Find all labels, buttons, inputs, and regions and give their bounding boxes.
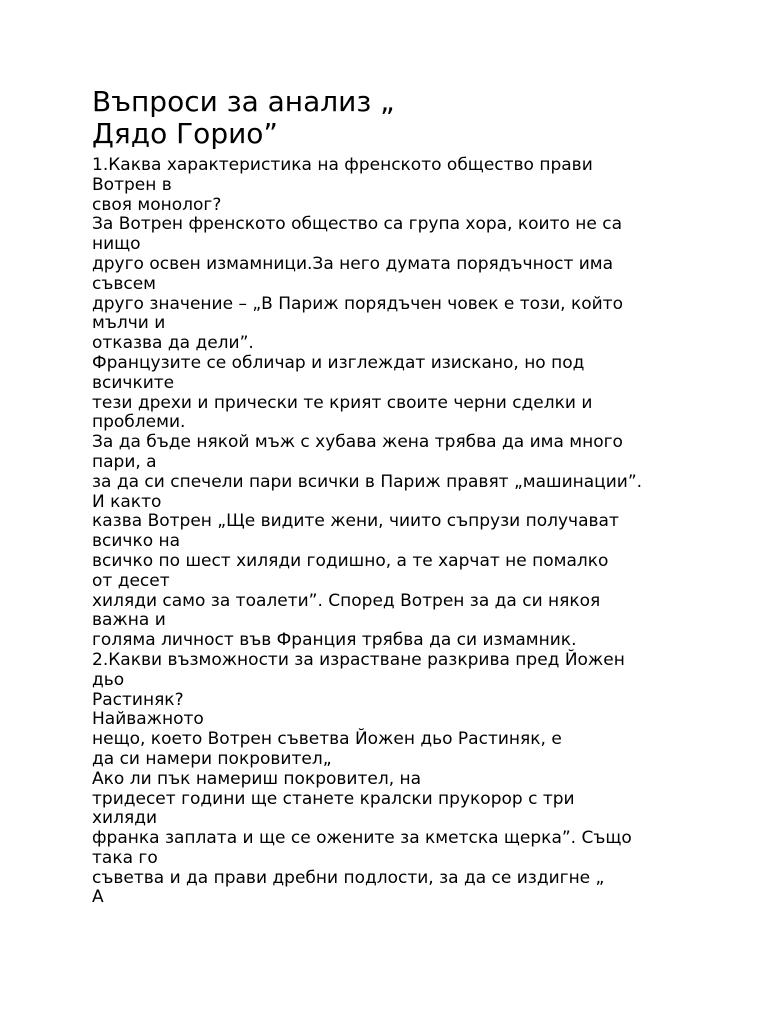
- document-body: [92, 156, 692, 908]
- text-line: франка заплата и ще се ожените за кметска щерка”. Също: [92, 828, 632, 849]
- text-line: важна и: [92, 610, 166, 631]
- text-line: хиляди: [92, 808, 158, 829]
- text-line: Французите се обличар и изглеждат изискано, но под: [92, 352, 585, 373]
- text-line: от десет: [92, 570, 170, 591]
- text-line: За Вотрен френското общество са група хора, които не са: [92, 214, 623, 235]
- text-line: тези дрехи и прически те крият своите черни сделки и: [92, 392, 593, 413]
- document-title: [92, 86, 692, 150]
- text-line: проблеми.: [92, 412, 186, 433]
- text-line: тридесет години ще станете кралски прукорор с три: [92, 788, 575, 809]
- text-line: Найважното: [92, 709, 204, 730]
- title-line: Дядо Горио”: [92, 117, 278, 150]
- text-line: А: [92, 887, 104, 908]
- text-line: За да бъде някой мъж с хубава жена трябва да има много: [92, 432, 623, 453]
- text-line: И както: [92, 491, 162, 512]
- text-line: пари, а: [92, 451, 157, 472]
- text-line: за да си спечели пари всички в Париж правят „машинации”.: [92, 471, 643, 492]
- text-line: хиляди само за тоалети”. Според Вотрен за да си някоя: [92, 590, 601, 611]
- text-line: така го: [92, 847, 158, 868]
- text-line: мълчи и: [92, 313, 166, 334]
- text-line: съвсем: [92, 273, 157, 294]
- text-line: казва Вотрен „Ще видите жени, чиито съпрузи получават: [92, 511, 619, 532]
- text-line: отказва да дели”.: [92, 333, 254, 354]
- text-line: Растиняк?: [92, 689, 184, 710]
- text-line: Ако ли пък намериш покровител, на: [92, 768, 422, 789]
- text-line: нищо: [92, 234, 141, 255]
- text-line: Вотрен в: [92, 174, 172, 195]
- text-line: друго освен измамници.За него думата порядъчност има: [92, 253, 614, 274]
- text-line: всичко по шест хиляди годишно, а те харчат не помалко: [92, 550, 609, 571]
- text-line: 2.Какви възможности за израстване разкрива пред Йожен: [92, 649, 625, 670]
- document-page: [92, 86, 692, 908]
- text-line: всичко на: [92, 531, 181, 552]
- text-line: всичките: [92, 372, 175, 393]
- title-line: Въпроси за анализ „: [92, 85, 395, 118]
- text-line: 1.Каква характеристика на френското общество прави: [92, 155, 593, 175]
- text-line: нещо, което Вотрен съветва Йожен дьо Растиняк, е: [92, 729, 562, 750]
- text-line: своя монолог?: [92, 194, 222, 215]
- text-line: дьо: [92, 669, 125, 690]
- text-line: друго значение – „В Париж порядъчен човек е този, който: [92, 293, 623, 314]
- text-line: да си намери покровител„: [92, 748, 332, 769]
- text-line: съветва и да прави дребни подлости, за да се издигне „: [92, 867, 605, 888]
- text-line: голяма личност във Франция трябва да си измамник.: [92, 630, 577, 651]
